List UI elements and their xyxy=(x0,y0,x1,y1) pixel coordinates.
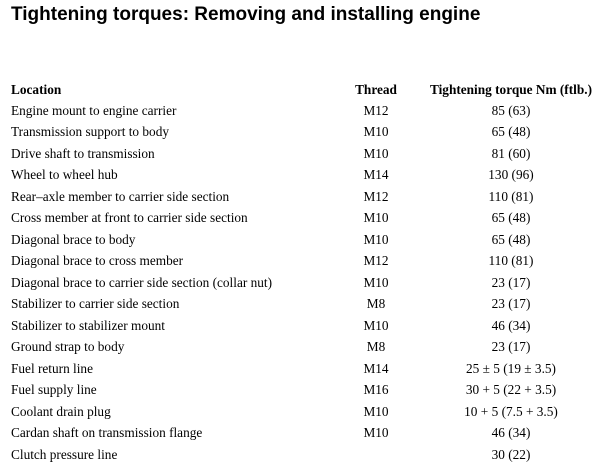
cell-location: Wheel to wheel hub xyxy=(11,167,118,183)
cell-thread: M14 xyxy=(363,360,389,376)
cell-thread: M14 xyxy=(363,167,389,183)
cell-thread xyxy=(336,444,416,466)
cell-thread: M12 xyxy=(363,102,389,118)
cell-location: Ground strap to body xyxy=(11,339,125,355)
table-row xyxy=(11,251,606,273)
cell-location: Stabilizer to carrier side section xyxy=(11,296,180,312)
cell-torque: 10 + 5 (7.5 + 3.5) xyxy=(464,403,558,419)
header-thread: Thread xyxy=(355,82,397,97)
table-row xyxy=(11,358,606,380)
cell-torque: 81 (60) xyxy=(491,145,531,161)
cell-location: Diagonal brace to cross member xyxy=(11,253,184,269)
table-header-row xyxy=(11,80,606,100)
table-body xyxy=(11,100,606,466)
cell-thread: M10 xyxy=(363,145,389,161)
cell-location: Transmission support to body xyxy=(11,124,169,140)
table-row xyxy=(11,143,606,165)
cell-thread: M12 xyxy=(363,188,389,204)
cell-thread: M10 xyxy=(363,403,389,419)
cell-location: Engine mount to engine carrier xyxy=(11,102,177,118)
cell-location: Fuel return line xyxy=(11,360,93,376)
cell-location: Clutch pressure line xyxy=(11,446,118,462)
cell-location: Stabilizer to stabilizer mount xyxy=(11,317,165,333)
cell-thread: M8 xyxy=(366,339,386,355)
table-row xyxy=(11,337,606,359)
cell-torque: 25 ± 5 (19 ± 3.5) xyxy=(466,360,556,376)
cell-torque: 46 (34) xyxy=(491,425,531,441)
table-row xyxy=(11,294,606,316)
cell-location: Diagonal brace to body xyxy=(11,231,136,247)
cell-torque: 30 (22) xyxy=(491,446,531,462)
header-torque: Tightening torque Nm (ftlb.) xyxy=(429,82,593,97)
table-row xyxy=(11,229,606,251)
cell-torque: 46 (34) xyxy=(491,317,531,333)
cell-torque: 65 (48) xyxy=(491,124,531,140)
cell-torque: 65 (48) xyxy=(491,210,531,226)
cell-thread: M10 xyxy=(363,210,389,226)
table-row xyxy=(11,380,606,402)
cell-torque: 23 (17) xyxy=(491,339,531,355)
cell-torque: 23 (17) xyxy=(491,296,531,312)
cell-location: Rear–axle member to carrier side section xyxy=(11,188,230,204)
header-location: Location xyxy=(11,82,62,97)
cell-thread: M10 xyxy=(363,124,389,140)
cell-torque: 85 (63) xyxy=(491,102,531,118)
cell-thread: M10 xyxy=(363,425,389,441)
torque-table xyxy=(11,80,606,466)
cell-location: Coolant drain plug xyxy=(11,403,111,419)
cell-location: Drive shaft to transmission xyxy=(11,145,155,161)
cell-torque: 110 (81) xyxy=(488,188,534,204)
table-row xyxy=(11,122,606,144)
page-title: Tightening torques: Removing and installing engine xyxy=(11,4,481,25)
cell-thread: M10 xyxy=(363,231,389,247)
cell-location: Cardan shaft on transmission flange xyxy=(11,425,203,441)
cell-torque: 30 + 5 (22 + 3.5) xyxy=(465,382,557,398)
cell-thread: M16 xyxy=(363,382,389,398)
table-row xyxy=(11,208,606,230)
cell-location: Diagonal brace to carrier side section (collar nut) xyxy=(11,274,273,290)
cell-thread: M12 xyxy=(363,253,389,269)
table-row xyxy=(11,444,606,466)
table-row xyxy=(11,186,606,208)
table-row xyxy=(11,401,606,423)
cell-thread: M8 xyxy=(366,296,386,312)
cell-location: Fuel supply line xyxy=(11,382,97,398)
table-row xyxy=(11,100,606,122)
cell-location: Cross member at front to carrier side section xyxy=(11,210,248,226)
cell-torque: 130 (96) xyxy=(488,167,534,183)
table-row xyxy=(11,272,606,294)
cell-torque: 23 (17) xyxy=(491,274,531,290)
cell-torque: 65 (48) xyxy=(491,231,531,247)
cell-thread: M10 xyxy=(363,274,389,290)
cell-torque: 110 (81) xyxy=(488,253,534,269)
table-row xyxy=(11,423,606,445)
table-row xyxy=(11,165,606,187)
cell-thread: M10 xyxy=(363,317,389,333)
table-row xyxy=(11,315,606,337)
